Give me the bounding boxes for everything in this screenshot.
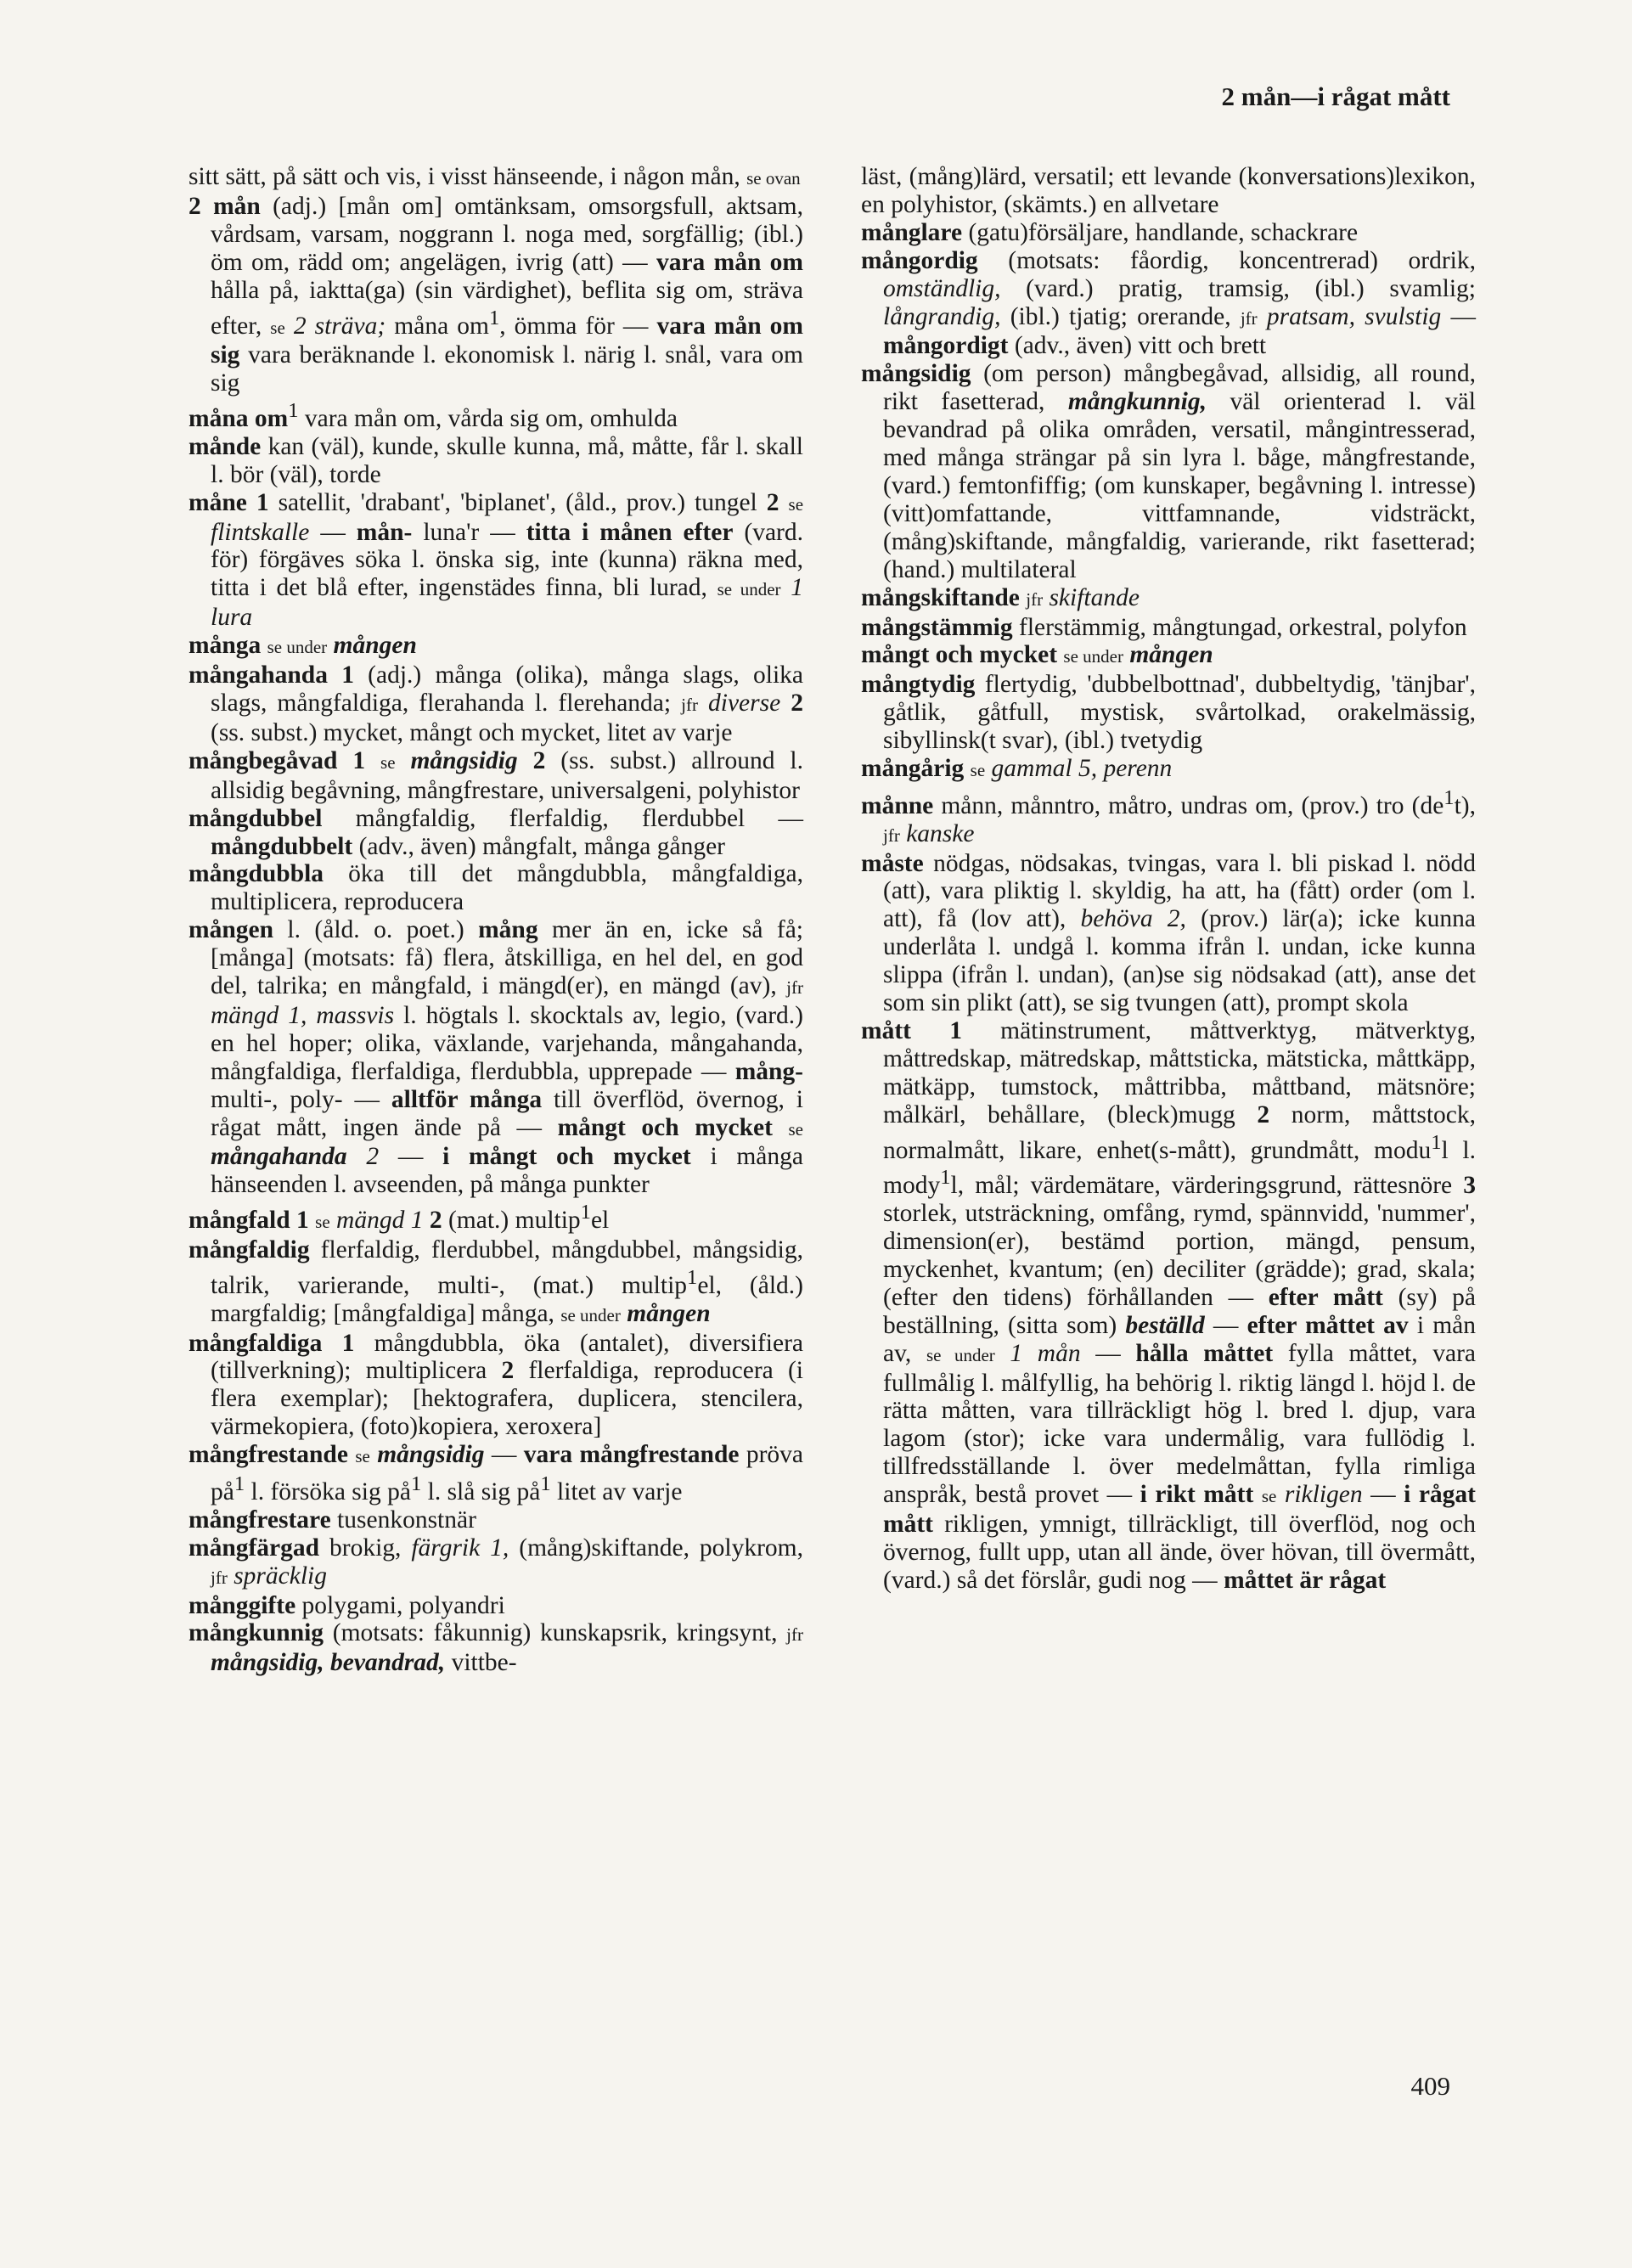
dictionary-entry: mångfaldiga 1 mångdubbla, öka (antalet), diversifiera (tillverkning); multiplicera 2 flerfaldiga, reproducera (i flera exemplar); [hektografera, duplicera, stencilera, värmekopiera, (foto)kopiera, xeroxera] (189, 1329, 804, 1441)
dictionary-entry: mångsidig (om person) mångbegåvad, allsidig, all round, rikt fasetterad, mångkunnig, väl orienterad l. väl bevandrad på olika områden, versatil, mångintresserad, med många strängar på sin lyra l. båge, mångfrestande, (vard.) femtonfiffig; (om kunskaper, begåvning l. intresse) (vitt)omfattande, vittfamnande, vidsträckt, (mång)skiftande, mångfaldig, varierande, rikt fasetterad; (hand.) multilateral (861, 360, 1476, 583)
dictionary-entry: mångfaldig flerfaldig, flerdubbel, mångdubbel, mångsidig, talrik, varierande, multi-, (mat.) multip$^1$el, (åld.) margfaldig; [mångfaldiga] många, se under mången (189, 1236, 803, 1327)
dictionary-entry: mångskiftande jfr skiftande (861, 583, 1140, 611)
dictionary-entry: mångfrestare tusenkonstnär (189, 1505, 476, 1534)
dictionary-entry: mångfald 1 se mängd 1 2 (mat.) multip$^1$el (189, 1201, 610, 1235)
dictionary-entry: måna $om^1$ vara mån om, vårda sig om, omhulda (189, 399, 678, 432)
dictionary-entry: mångfrestande se mångsidig — vara mångfrestande pröva $på^1$ l. försöka sig $på^1$ l. slå sig $på^1$ litet av varje (189, 1441, 804, 1505)
dictionary-entry: mångdubbla öka till det mångdubbla, mångfaldiga, multiplicera, reproducera (189, 860, 803, 916)
dictionary-entry: sitt sätt, på sätt och vis, i visst hänseende, i någon mån, se ovan (189, 163, 801, 190)
page-number: 409 (1410, 2071, 1450, 2101)
dictionary-entry: måne 1 satellit, 'drabant', 'biplanet', (åld., prov.) tungel 2 se flintskalle — mån- luna'r — titta i månen efter (vard. för) förgäves söka l. önska sig, inte (kunna) räkna med, titta i det blå efter, ingenstädes finna, bli lurad, se under 1 lura (189, 488, 804, 632)
dictionary-entry: mångahanda 1 (adj.) många (olika), många slags, olika slags, mångfaldiga, flerahanda l. flerehanda; jfr diverse 2 (ss. subst.) mycket, mångt och mycket, litet av varje (189, 661, 804, 746)
dictionary-entry: mångdubbel mångfaldig, flerfaldig, flerdubbel — mångdubbelt (adv., även) mångfalt, många gånger (189, 804, 803, 860)
dictionary-entry: mångårig se gammal 5, perenn (861, 755, 1173, 783)
dictionary-entry: mången l. (åld. o. poet.) mång mer än en, icke så få; [många] (motsats: få) flera, åtskilliga, en hel del, en god del, talrika; en mångfald, i mängd(er), en mängd (av), jfr mängd 1, massvis l. högtals l. skocktals av, legio, (vard.) en hel hoper; olika, växlande, varjehanda, mångahanda, mångfaldiga, flerfaldiga, flerdubbla, upprepade — mång- multi-, poly- — alltför många till överflöd, övernog, i rågat mått, ingen ände på — mångt och mycket se mångahanda 2 — i mångt och mycket i många hänseenden l. avseenden, på många punkter (189, 916, 803, 1199)
dictionary-entry: mångfärgad brokig, färgrik 1, (mång)skiftande, polykrom, jfr spräcklig (189, 1534, 803, 1590)
dictionary-entry: mått 1 mätinstrument, måttverktyg, mätverktyg, måttredskap, mätredskap, måttsticka, mätsticka, måttkäpp, mätkäpp, tumstock, måttribba, måttband, mätsnöre; målkärl, behållare, (bleck)mugg 2 norm, måttstock, normalmått, likare, enhet(s-mått), grundmått, modu$^1$l l. mody$^1$l, mål; värdemätare, värderingsgrund, rättesnöre 3 storlek, utsträckning, omfång, rymd, spännvidd, 'nummer', dimension(er), bestämd portion, mängd, pensum, myckenhet, kvantum; (en) deciliter (grädde); grad, skala; (efter den tidens) förhållanden — efter mått (sy) på beställning, (sitta som) beställd — efter måttet av i mån av, se under 1 mån — hålla måttet fylla måttet, vara fullmålig l. målfyllig, ha behörig l. riktig längd l. höjd l. de rätta måtten, vara tillräckligt hög l. bred l. djup, vara lagom (stor); icke vara undermålig, vara fullödig l. tillfredsställande l. över medelmåttan, fylla rimliga anspråk, bestå provet — i rikt mått se rikligen — i rågat mått rikligen, ymnigt, tillräckligt, till överflöd, nog och övernog, fullt upp, utan all ände, över hövan, till övermått, (vard.) så det förslår, gudi nog — måttet är rågat (861, 1017, 1477, 1594)
dictionary-entry: läst, (mång)lärd, versatil; ett levande (konversations)lexikon, en polyhistor, (skämts.) en allvetare (861, 163, 1476, 218)
dictionary-entry: mångstämmig flerstämmig, mångtungad, orkestral, polyfon (861, 613, 1467, 641)
dictionary-entry: månggifte polygami, polyandri (189, 1591, 505, 1619)
dictionary-entry: många se under mången (189, 632, 417, 660)
dictionary-entry: månglare (gatu)försäljare, handlande, schackrare (861, 218, 1359, 246)
right-column (861, 163, 1476, 1595)
running-header: 2 mån—i rågat mått (1221, 82, 1450, 111)
left-column (189, 163, 803, 1677)
dictionary-entry: måste nödgas, nödsakas, tvingas, vara l. bli piskad l. nödd (att), vara pliktig l. skyldig, ha att, ha (fått) order (om l. att), få (lov att), behöva 2, (prov.) lär(a); icke kunna underlåta l. undgå l. komma ifrån l. undan, icke kunna slippa (ifrån l. undan), (an)se sig nödsakad (att), anse det som sin plikt (att), se sig tvungen (att), prompt skola (861, 849, 1476, 1017)
dictionary-entry: mångbegåvad 1 se mångsidig 2 (ss. subst.) allround l. allsidig begåvning, mångfrestare, universalgeni, polyhistor (189, 746, 804, 804)
dictionary-entry: mångkunnig (motsats: fåkunnig) kunskapsrik, kringsynt, jfr mångsidig, bevandrad, vittbe- (189, 1619, 803, 1677)
dictionary-entry: mångtydig flertydig, 'dubbelbottnad', dubbeltydig, 'tänjbar', gåtlik, gåtfull, mystisk, svårtolkad, orakelmässig, sibyllinsk(t svar), (ibl.) tvetydig (861, 671, 1476, 755)
dictionary-entry: månne månn, månntro, måtro, undras om, (prov.) tro $(de^1t)$, jfr kanske (861, 785, 1476, 847)
dictionary-entry: 2 mån (adj.) [mån om] omtänksam, omsorgsfull, aktsam, vårdsam, varsam, noggrann l. noga med, sorgfällig; (ibl.) öm om, rädd om; angelägen, ivrig (att) — vara mån om hålla på, iaktta(ga) (sin värdighet), beflita sig om, sträva efter, se 2 sträva; måna $om^1$, ömma för — vara mån om sig vara beräknande l. ekonomisk l. närig l. snål, vara om sig (189, 192, 803, 397)
dictionary-entry: mångordig (motsats: fåordig, koncentrerad) ordrik, omständlig, (vard.) pratig, tramsig, (ibl.) svamlig; långrandig, (ibl.) tjatig; orerande, jfr pratsam, svulstig — mångordigt (adv., även) vitt och brett (861, 246, 1477, 360)
dictionary-entry: mångt och mycket se under mången (861, 641, 1213, 669)
dictionary-entry: månde kan (väl), kunde, skulle kunna, må, måtte, får l. skall l. bör (väl), torde (189, 432, 803, 488)
